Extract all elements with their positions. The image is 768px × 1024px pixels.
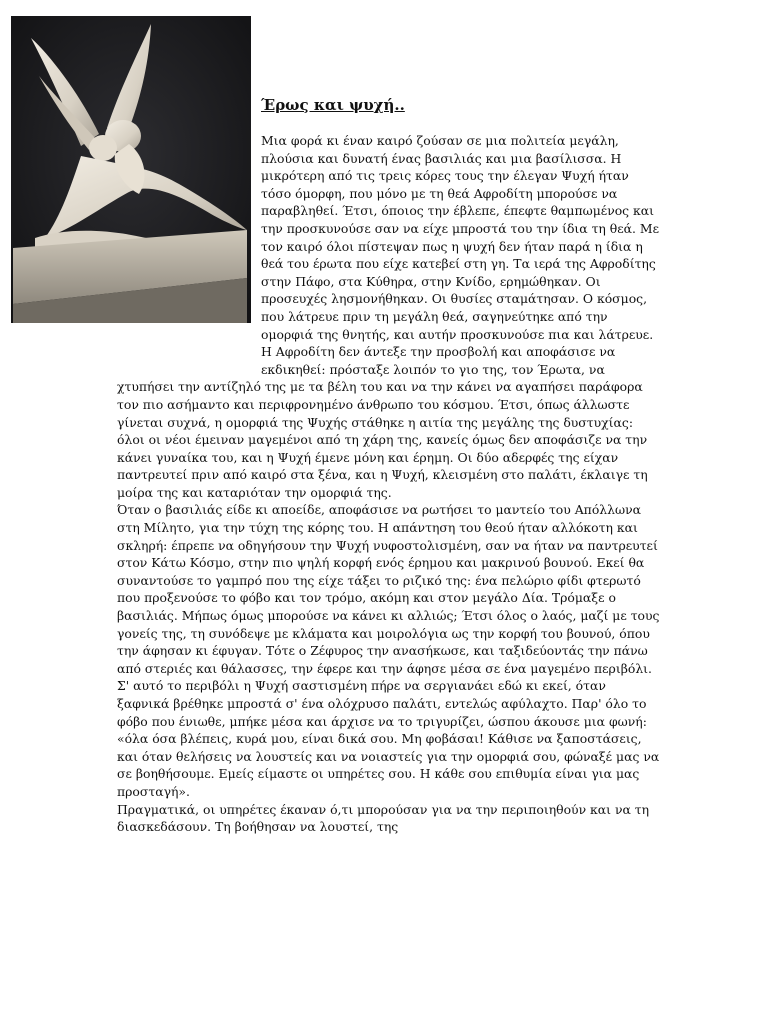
article-body xyxy=(117,132,662,836)
paragraph-1: Μια φορά κι έναν καιρό ζούσαν σε μια πολιτεία μεγάλη, πλούσια και δυνατή ένας βασιλιάς και μια βασίλισσα. Η μικρότερη από τις τρεις κόρες τους την έλεγαν Ψυχή ήταν τόσο όμορφη, που μόνο με τη θεά Αφροδίτη μπορούσε να παραβληθεί. Έτσι, όποιος την έβλεπε, έπεφτε θαμπωμένος και την προσκυνούσε σαν να είχε μπροστά του την ίδια τη θεά. Με τον καιρό όλοι πίστεψαν πως η ψυχή δεν ήταν παρά η ίδια η θεά του έρωτα που είχε κατεβεί στη γη. Τα ιερά της Αφροδίτης στην Πάφο, στα Κύθηρα, στην Κνίδο, ερημώθηκαν. Οι προσευχές λησμονήθηκαν. Οι θυσίες σταμάτησαν. Ο κόσμος, που λάτρευε πριν τη μεγάλη θεά, σαγηνεύτηκε από την ομορφιά της θνητής, και αυτήν προσκυνούσε πια και λάτρευε. xyxy=(261,133,660,342)
paragraph-4: Σ' αυτό το περιβόλι η Ψυχή σαστισμένη πήρε να σεργιανάει εδώ κι εκεί, όταν ξαφνικά βρέθηκε μπροστά σ' ένα ολόχρυσο παλάτι, εντελώς αφύλαχτο. Παρ' όλο το φόβο που ένιωθε, μπήκε μέσα και άρχισε να το τριγυρίζει, ώσπου άκουσε μια φωνή: «όλα όσα βλέπεις, κυρά μου, είναι δικά σου. Μη φοβάσαι! Κάθισε να ξαποστάσεις, και όταν θελήσεις να λουστείς και να νοιαστείς για την ομορφιά σου, φώναξέ μας να σε βοηθήσουμε. Εμείς είμαστε οι υπηρέτες σου. Η κάθε σου επιθυμία είναι για μας προσταγή». xyxy=(117,678,660,799)
paragraph-5: Πραγματικά, οι υπηρέτες έκαναν ό,τι μπορούσαν για να την περιποιηθούν και να τη διασκεδάσουν. Τη βοήθησαν να λουστεί, της xyxy=(117,801,650,835)
image-wrap-spacer xyxy=(117,132,261,368)
paragraph-3: Όταν ο βασιλιάς είδε κι αποείδε, αποφάσισε να ρωτήσει το μαντείο του Απόλλωνα στη Μίλητο, για την τύχη της κόρης του. Η απάντηση του θεού ήταν αλλόκοτη και σκληρή: έπρεπε να οδηγήσουν την Ψυχή νυφοστολισμένη, σαν να ήταν να παντρευτεί στον Κάτω Κόσμο, στην πιο ψηλή κορφή ενός έρημου και μακρινού βουνού. Εκεί θα συναντούσε το γαμπρό που της είχε τάξει το ριζικό της: ένα πελώριο φίδι φτερωτό που προξενούσε το φόβο και τον τρόμο, ακόμη και στον μεγάλο Δία. Τρόμαξε ο βασιλιάς. Μήπως όμως μπορούσε να κάνει κι αλλιώς; Έτσι όλος ο λαός, μαζί με τους γονείς της, τη συνόδεψε με κλάματα και μοιρολόγια ως την κορφή του βουνού, όπου την άφησαν κι έφυγαν. Τότε ο Ζέφυρος την ανασήκωσε, και ταξιδεύοντάς την πάνω από στεριές και θάλασσες, την έφερε και την άφησε μέσα σε ένα μαγεμένο περιβόλι. xyxy=(117,502,660,676)
article-title: Έρως και ψυχή.. xyxy=(261,96,405,114)
paragraph-2: Η Αφροδίτη δεν άντεξε την προσβολή και αποφάσισε να εκδικηθεί: πρόσταξε λοιπόν το γιο της, τον Έρωτα, να χτυπήσει την αντίζηλό της με τα βέλη του και να την κάνει να αγαπήσει παράφορα τον πιο ασήμαντο και περιφρονημένο άνθρωπο του κόσμου. Έτσι, όπως άλλωστε γίνεται συχνά, η ομορφιά της Ψυχής στάθηκε η αιτία της μεγάλης της δυστυχίας: όλοι οι νέοι έμειναν μαγεμένοι από τη χάρη της, κανείς όμως δεν αποφάσιζε να την κάνει γυναίκα του, και η Ψυχή έμενε μόνη και έρημη. Οι δύο αδερφές της είχαν παντρευτεί πριν από καιρό στα ξένα, και η Ψυχή, κλεισμένη στο παλάτι, έκλαιγε τη μοίρα της και καταριόταν την ομορφιά της. xyxy=(117,344,648,500)
